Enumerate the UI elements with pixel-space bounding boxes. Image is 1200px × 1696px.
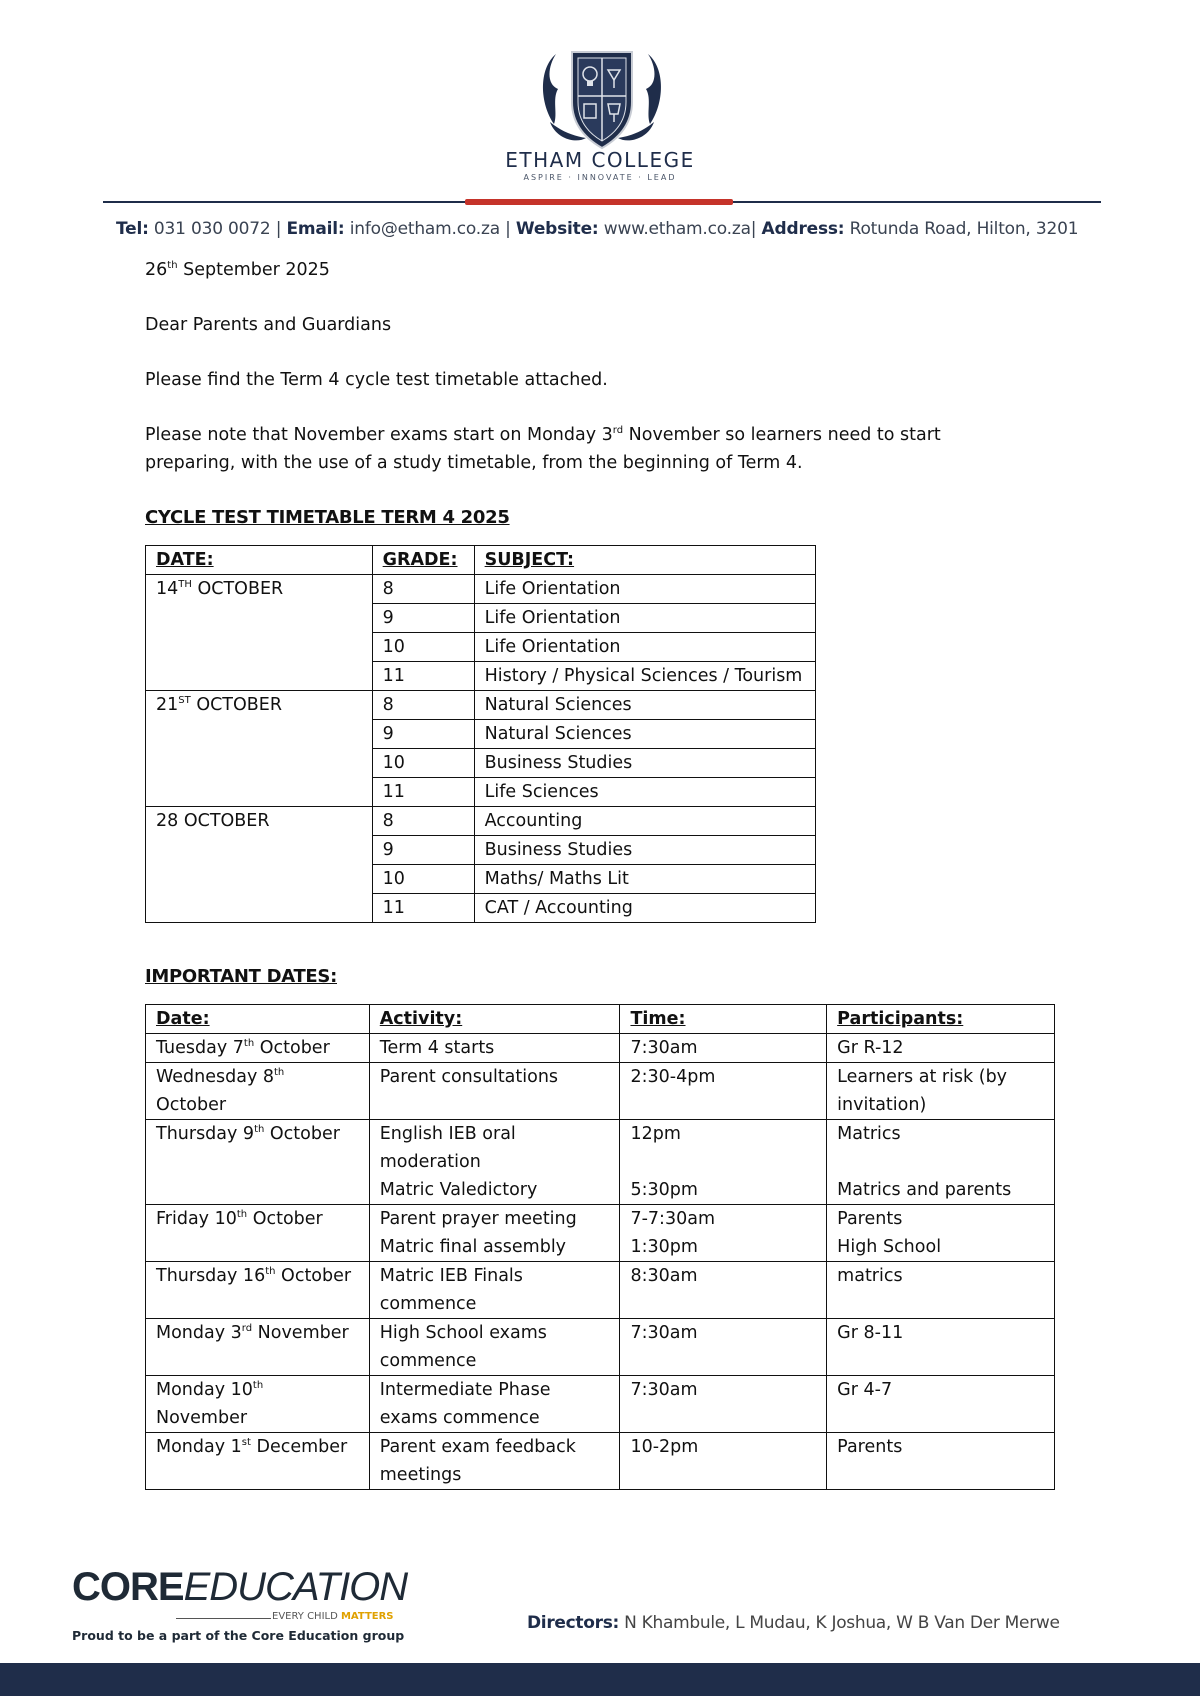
date-month: October [247, 1209, 323, 1229]
date-suffix: th [265, 1266, 276, 1278]
date-cell [146, 1205, 370, 1262]
date-cell [146, 1376, 370, 1433]
participants-cell [827, 1262, 1055, 1319]
separator: | [505, 219, 511, 239]
date-suffix: ST [178, 695, 191, 707]
tel-value: 031 030 0072 [153, 219, 271, 239]
cell-line: High School [837, 1237, 942, 1257]
activity-cell [369, 1063, 620, 1120]
subject-cell: Business Studies [474, 836, 815, 865]
core-bold: CORE [72, 1565, 184, 1609]
paragraph-1: Please find the Term 4 cycle test timetable attached. [145, 370, 608, 390]
cell-line: Parent prayer meeting [379, 1209, 577, 1229]
grade-cell: 9 [372, 720, 474, 749]
subject-cell: Natural Sciences [474, 691, 815, 720]
cell-line: matrics [837, 1266, 903, 1286]
time-cell [620, 1120, 827, 1205]
header-participants: Participants: [827, 1005, 1055, 1034]
activity-cell [369, 1205, 620, 1262]
header-subject: SUBJECT: [474, 546, 815, 575]
table-header-row [146, 546, 816, 575]
time-cell [620, 1205, 827, 1262]
table-row [146, 575, 816, 604]
directors-line [527, 1613, 1060, 1633]
date-suffix: th [252, 1380, 264, 1392]
time-cell [620, 1262, 827, 1319]
footer-bar [0, 1663, 1200, 1696]
table-row [146, 1205, 1055, 1262]
college-crest-logo [536, 44, 668, 152]
date-month: October [275, 1266, 352, 1286]
subject-cell: History / Physical Sciences / Tourism [474, 662, 815, 691]
time-cell [620, 1376, 827, 1433]
table-row [146, 1120, 1055, 1205]
grade-cell: 9 [372, 836, 474, 865]
greeting: Dear Parents and Guardians [145, 315, 392, 335]
date-month: October [156, 1095, 227, 1115]
subject-cell: Accounting [474, 807, 815, 836]
grade-cell: 8 [372, 807, 474, 836]
date-suffix: st [241, 1437, 251, 1449]
cell-line [630, 1148, 816, 1176]
date-cell [146, 1034, 370, 1063]
cell-line: 5:30pm [630, 1180, 698, 1200]
activity-cell [369, 1034, 620, 1063]
header-grade: GRADE: [372, 546, 474, 575]
activity-cell [369, 1262, 620, 1319]
date-suffix: TH [178, 579, 192, 591]
date-month: November [252, 1323, 349, 1343]
every-child-text: EVERY CHILD [272, 1611, 341, 1622]
cell-line: Matric final assembly [379, 1237, 567, 1257]
core-light: EDUCATION [183, 1565, 408, 1609]
cell-line: Parent consultations [379, 1067, 559, 1087]
cell-line: 10-2pm [630, 1437, 699, 1457]
subject-cell: Life Orientation [474, 633, 815, 662]
college-name: ETHAM COLLEGE [505, 148, 695, 172]
grade-cell: 11 [372, 778, 474, 807]
subject-cell: Maths/ Maths Lit [474, 865, 815, 894]
date-suffix: th [254, 1124, 265, 1136]
date-suffix: th [243, 1038, 255, 1050]
header-date: DATE: [146, 546, 373, 575]
cell-line: Matrics [837, 1124, 901, 1144]
separator: | [275, 219, 282, 239]
date-cell [146, 1262, 370, 1319]
activity-cell [369, 1120, 620, 1205]
date-text: Thursday 16 [156, 1266, 266, 1286]
cell-line: Gr 8-11 [837, 1323, 904, 1343]
cell-line: 7:30am [630, 1323, 698, 1343]
date-month: November [156, 1408, 248, 1428]
website-label: Website: [515, 219, 599, 239]
cell-line: 7:30am [630, 1038, 698, 1058]
date-suffix: th [274, 1067, 285, 1079]
letter-date [145, 256, 1095, 284]
cell-line: Matrics and parents [837, 1180, 1012, 1200]
date-text: Friday 10 [156, 1209, 237, 1229]
date-rest: September 2025 [177, 260, 330, 280]
letterhead [0, 0, 1200, 250]
paragraph-2-suffix: rd [612, 425, 624, 437]
date-text: 28 OCTOBER [156, 811, 270, 831]
cell-line: Learners at risk (by invitation) [837, 1067, 1008, 1115]
date-month: October [264, 1124, 340, 1144]
grade-cell: 8 [372, 575, 474, 604]
subject-cell: CAT / Accounting [474, 894, 815, 923]
cycle-test-table [145, 545, 816, 923]
tagline-rule [176, 1618, 271, 1619]
date-text: Tuesday 7 [156, 1038, 244, 1058]
cell-line: English IEB oral moderation [379, 1124, 516, 1172]
participants-cell [827, 1063, 1055, 1120]
date-text: 14 [156, 579, 179, 599]
table-row [146, 1319, 1055, 1376]
time-cell [620, 1063, 827, 1120]
date-cell [146, 1433, 370, 1490]
date-text: Monday 3 [156, 1323, 242, 1343]
subject-cell: Life Sciences [474, 778, 815, 807]
table-row [146, 1063, 1055, 1120]
grade-cell: 10 [372, 749, 474, 778]
header-activity: Activity: [369, 1005, 620, 1034]
activity-cell [369, 1376, 620, 1433]
cell-line: Intermediate Phase exams commence [379, 1380, 551, 1428]
table-row [146, 807, 816, 836]
time-cell [620, 1319, 827, 1376]
letter-body [145, 256, 1095, 1490]
date-month: October [254, 1038, 330, 1058]
cycle-date-cell [146, 807, 373, 923]
cell-line: 2:30-4pm [630, 1067, 716, 1087]
cell-line: 7-7:30am [630, 1209, 715, 1229]
participants-cell [827, 1034, 1055, 1063]
table-row [146, 1376, 1055, 1433]
participants-cell [827, 1319, 1055, 1376]
cell-line: 8:30am [630, 1266, 698, 1286]
core-education-wordmark [72, 1565, 407, 1610]
date-text: Monday 1 [156, 1437, 242, 1457]
time-cell [620, 1433, 827, 1490]
cell-line: 1:30pm [630, 1237, 698, 1257]
participants-cell [827, 1205, 1055, 1262]
grade-cell: 10 [372, 633, 474, 662]
cell-line [837, 1148, 1044, 1176]
activity-cell [369, 1319, 620, 1376]
time-cell [620, 1034, 827, 1063]
grade-cell: 10 [372, 865, 474, 894]
header-rule-accent [465, 199, 733, 205]
core-education-logo [72, 1565, 408, 1643]
date-cell [146, 1319, 370, 1376]
participants-cell [827, 1120, 1055, 1205]
paragraph-2-text-b: November so learners need to start [623, 425, 941, 445]
header-time: Time: [620, 1005, 827, 1034]
date-text: Monday 10 [156, 1380, 253, 1400]
cell-line: Parents [837, 1437, 903, 1457]
email-label: Email: [286, 219, 345, 239]
date-month: December [250, 1437, 348, 1457]
directors-names: N Khambule, L Mudau, K Joshua, W B Van Der Merwe [624, 1613, 1060, 1633]
cell-line: High School exams commence [379, 1323, 547, 1371]
address-value: Rotunda Road, Hilton, 3201 [849, 219, 1079, 239]
college-tagline: ASPIRE · INNOVATE · LEAD [523, 173, 677, 182]
cycle-date-cell [146, 691, 373, 807]
cell-line: Term 4 starts [379, 1038, 495, 1058]
table-header-row [146, 1005, 1055, 1034]
header-date: Date: [146, 1005, 370, 1034]
date-suffix: rd [241, 1323, 253, 1335]
subject-cell: Natural Sciences [474, 720, 815, 749]
cell-line: 12pm [630, 1124, 681, 1144]
website-link[interactable]: www.etham.co.za [603, 219, 751, 239]
grade-cell: 9 [372, 604, 474, 633]
tel-label: Tel: [116, 219, 149, 239]
important-dates-table [145, 1004, 1055, 1490]
table-row [146, 1433, 1055, 1490]
subject-cell: Life Orientation [474, 604, 815, 633]
date-text: Wednesday 8 [156, 1067, 275, 1087]
date-month: OCTOBER [190, 695, 282, 715]
separator: | [750, 219, 757, 239]
date-month: OCTOBER [191, 579, 284, 599]
cell-line: Gr R-12 [837, 1038, 904, 1058]
cell-line: Parents [837, 1209, 903, 1229]
participants-cell [827, 1376, 1055, 1433]
directors-label: Directors: [527, 1613, 620, 1633]
grade-cell: 11 [372, 662, 474, 691]
paragraph-2 [145, 421, 1095, 449]
table-row [146, 1034, 1055, 1063]
subject-cell: Life Orientation [474, 575, 815, 604]
date-text: 21 [156, 695, 179, 715]
cell-line: Matric Valedictory [379, 1180, 538, 1200]
table-row [146, 1262, 1055, 1319]
important-dates-title: IMPORTANT DATES: [145, 966, 337, 987]
contact-line [116, 219, 1078, 239]
cell-line: Gr 4-7 [837, 1380, 893, 1400]
date-cell [146, 1120, 370, 1205]
activity-cell [369, 1433, 620, 1490]
matters-text: MATTERS [340, 1611, 394, 1622]
grade-cell: 11 [372, 894, 474, 923]
cycle-test-title: CYCLE TEST TIMETABLE TERM 4 2025 [145, 507, 510, 528]
email-link[interactable]: info@etham.co.za [349, 219, 500, 239]
address-label: Address: [761, 219, 845, 239]
cell-line: Parent exam feedback meetings [379, 1437, 576, 1485]
paragraph-2-text-a: Please note that November exams start on Monday 3 [145, 425, 613, 445]
proud-text: Proud to be a part of the Core Education group [72, 1628, 405, 1643]
paragraph-2-cont: preparing, with the use of a study timetable, from the beginning of Term 4. [145, 453, 803, 473]
every-child-matters [272, 1611, 394, 1622]
table-row [146, 691, 816, 720]
date-day: 26 [145, 260, 168, 280]
date-cell [146, 1063, 370, 1120]
participants-cell [827, 1433, 1055, 1490]
cell-line: Matric IEB Finals commence [379, 1266, 523, 1314]
cell-line: 7:30am [630, 1380, 698, 1400]
date-text: Thursday 9 [156, 1124, 255, 1144]
subject-cell: Business Studies [474, 749, 815, 778]
date-suffix: th [167, 260, 178, 272]
grade-cell: 8 [372, 691, 474, 720]
cycle-date-cell [146, 575, 373, 691]
date-suffix: th [236, 1209, 248, 1221]
